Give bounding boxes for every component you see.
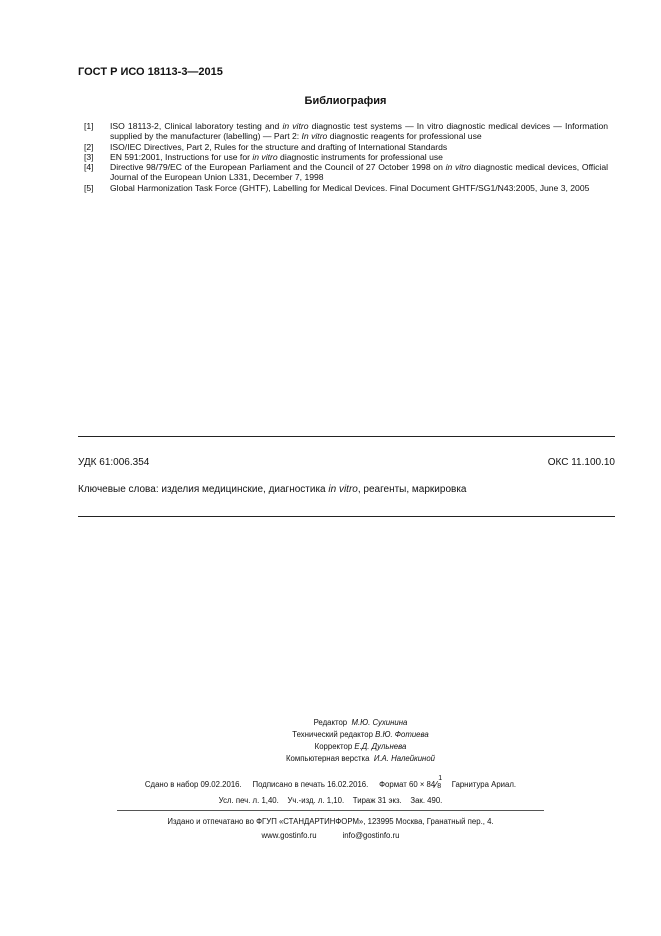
keywords-line: Ключевые слова: изделия медицинские, диагностика in vitro, реагенты, маркировка — [78, 484, 467, 495]
ref-text: Global Harmonization Task Force (GHTF), Labelling for Medical Devices. Final Document GHTF/SG1/N43:2005, June 3, 2005 — [110, 182, 590, 193]
contacts-line — [0, 831, 661, 840]
credits-block — [0, 717, 661, 765]
bibliography-title: Библиография — [304, 95, 387, 107]
document-header: ГОСТ Р ИСО 18113-3—2015 — [78, 66, 223, 78]
website-link[interactable]: www.gostinfo.ru — [261, 831, 317, 840]
divider-top — [78, 436, 615, 437]
publication-row-2: Усл. печ. л. 1,40. Уч.-изд. л. 1,10. Тираж 31 экз. Зак. 490. — [218, 796, 443, 805]
credit-tech-editor: Технический редактор В.Ю. Фотиева — [292, 730, 429, 739]
ref-number: [4] — [84, 162, 94, 173]
credit-editor: Редактор М.Ю. Сухинина — [313, 718, 408, 727]
bibliography-item — [84, 152, 608, 162]
bibliography-item — [84, 162, 608, 183]
publication-row-1: Сдано в набор 09.02.2016. Подписано в печать 16.02.2016. Формат 60 × 84 1 ⁄ 8 Гарнитура Ариал. — [144, 775, 517, 791]
ref-number: [2] — [84, 141, 94, 152]
udk-code: УДК 61:006.354 — [78, 457, 150, 468]
ref-number: [5] — [84, 182, 94, 193]
ref-text: Directive 98/79/EC of the European Parliament and the Council of 27 October 1998 on in vitro diagnostic medical devices, Official Journal of the European Union L331, December 7, 1998 — [110, 162, 609, 183]
ref-number: [3] — [84, 151, 94, 162]
divider-bottom — [78, 516, 615, 517]
email-link[interactable]: info@gostinfo.ru — [342, 831, 400, 840]
bibliography-item — [84, 121, 608, 142]
bibliography-list — [84, 121, 608, 193]
format-fraction: 1 ⁄ 8 — [435, 775, 443, 791]
ref-number: [1] — [84, 121, 94, 131]
ref-text: ISO 18113-2, Clinical laboratory testing and in vitro diagnostic test systems — In vitro diagnostic medical devices — Information supplied by the manufacturer (labelling) — Part 2: In vitro diagnostic reagents for professional use — [110, 121, 608, 142]
credit-layout: Компьютерная верстка И.А. Налейкиной — [285, 754, 436, 763]
keywords-label: Ключевые слова: — [78, 484, 159, 495]
bibliography-item — [84, 142, 608, 152]
publisher-line: Издано и отпечатано во ФГУП «СТАНДАРТИНФОРМ», 123995 Москва, Гранатный пер., 4. — [167, 817, 494, 826]
ref-text: EN 591:2001, Instructions for use for in vitro diagnostic instruments for professional use — [110, 151, 443, 162]
ref-text: ISO/IEC Directives, Part 2, Rules for the structure and drafting of International Standards — [110, 141, 448, 152]
oks-code: ОКС 11.100.10 — [547, 457, 615, 468]
bibliography-item — [84, 183, 608, 193]
publication-divider — [117, 810, 544, 811]
credit-corrector: Корректор Е.Д. Дульнева — [314, 742, 407, 751]
